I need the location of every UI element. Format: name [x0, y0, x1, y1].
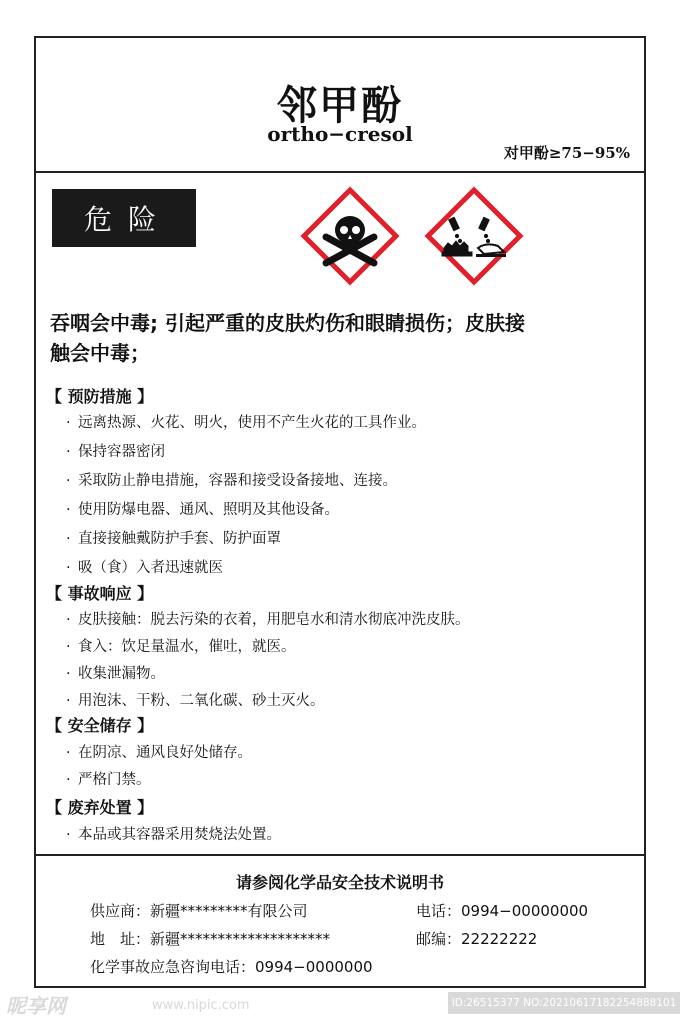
section-heading-disposal: 【 废弃处置 】 [46, 798, 154, 817]
hazard-line-2: 触会中毒； [50, 341, 150, 365]
signal-word-box [52, 189, 196, 247]
hazard-line-1: 吞咽会中毒; 引起严重的皮肤灼伤和眼睛损伤；皮肤接 [50, 311, 525, 335]
section-heading-response: 【 事故响应 】 [46, 584, 154, 603]
list-item: · 在阴凉、通风良好处储存。 [66, 745, 252, 761]
list-item: · 采取防止静电措施，容器和接受设备接地、连接。 [66, 473, 397, 489]
list-item: · 保持容器密闭 [66, 444, 165, 460]
footer-title: 请参阅化学品安全技术说明书 [235, 873, 444, 892]
section-heading-prevention: 【 预防措施 】 [46, 387, 154, 406]
hazard-statement [50, 308, 635, 368]
list-item: · 收集泄漏物。 [66, 666, 165, 682]
list-item: · 皮肤接触：脱去污染的衣着，用肥皂水和清水彻底冲洗皮肤。 [66, 612, 470, 628]
address: 地 址：新疆******************** [90, 930, 331, 948]
watermark-brand: 昵享网 [6, 994, 66, 1018]
list-item: · 严格门禁。 [66, 772, 151, 788]
list-item: · 食入：饮足量温水，催吐，就医。 [66, 639, 296, 655]
supplier: 供应商：新疆*********有限公司 [90, 902, 308, 920]
footer-divider [36, 854, 644, 856]
list-item: · 用泡沫、干粉、二氧化碳、砂土灭火。 [66, 693, 325, 709]
watermark-id: ID:26515377 NO:20210617182254888101 [448, 992, 680, 1014]
label-frame [34, 36, 646, 988]
postcode: 邮编：22222222 [416, 930, 538, 948]
concentration-note: 对甲酚≥75−95% [503, 144, 630, 162]
list-item: · 吸（食）入者迅速就医 [66, 560, 223, 576]
phone: 电话：0994−00000000 [416, 902, 589, 920]
watermark-site: www.nipic.com [152, 998, 250, 1013]
header-divider [36, 171, 644, 173]
english-name: ortho−cresol [267, 122, 413, 146]
signal-word: 危险 [83, 203, 172, 236]
section-heading-storage: 【 安全储存 】 [46, 716, 154, 735]
list-item: · 远离热源、火花、明火，使用不产生火花的工具作业。 [66, 415, 426, 431]
list-item: · 本品或其容器采用焚烧法处置。 [66, 827, 281, 843]
page-title: 邻甲酚 [277, 82, 403, 129]
skull-crossbones-icon [300, 186, 400, 286]
list-item: · 直接接触戴防护手套、防护面罩 [66, 531, 281, 547]
corrosion-icon [424, 186, 524, 286]
emergency-phone: 化学事故应急咨询电话：0994−0000000 [90, 958, 373, 976]
list-item: · 使用防爆电器、通风、照明及其他设备。 [66, 502, 339, 518]
